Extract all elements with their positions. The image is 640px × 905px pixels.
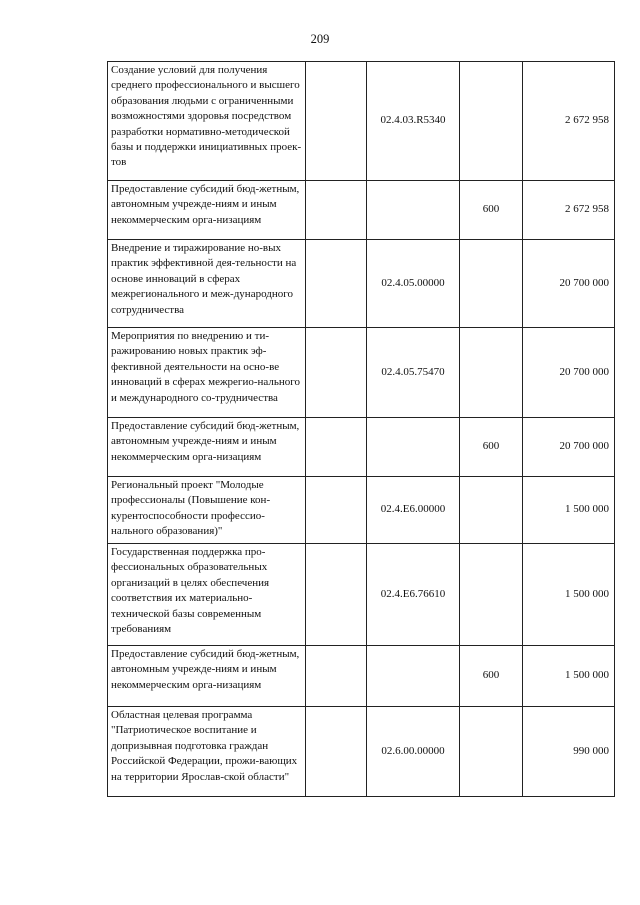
row-name: Создание условий для получения среднего профессионального и высшего образования людьми с ограниченными возможностями здоровья посредством разработки нормативно-методической базы и поддержки инициативных проек-тов xyxy=(108,62,306,181)
row-code xyxy=(367,646,460,707)
row-blank-cell xyxy=(306,328,367,418)
row-name: Региональный проект "Молодые профессионалы (Повышение кон-курентоспособности профессио-нального образования)" xyxy=(108,477,306,544)
row-expense-type: 600 xyxy=(460,646,523,707)
row-expense-type xyxy=(460,544,523,646)
row-blank-cell xyxy=(306,707,367,797)
row-blank-cell xyxy=(306,181,367,240)
table-row xyxy=(108,418,615,477)
row-expense-type xyxy=(460,328,523,418)
row-name: Предоставление субсидий бюд-жетным, автономным учрежде-ниям и иным некоммерческим орга-низациям xyxy=(108,418,306,477)
row-expense-type xyxy=(460,477,523,544)
row-amount: 1 500 000 xyxy=(523,646,615,707)
row-code: 02.4.05.00000 xyxy=(367,240,460,328)
row-amount: 20 700 000 xyxy=(523,328,615,418)
table-row xyxy=(108,240,615,328)
table-row xyxy=(108,646,615,707)
row-blank-cell xyxy=(306,418,367,477)
row-code: 02.6.00.00000 xyxy=(367,707,460,797)
row-name: Мероприятия по внедрению и ти-ражированию новых практик эф-фективной деятельности на осно-ве инноваций в сферах межрегио-нального и международного со-трудничества xyxy=(108,328,306,418)
row-blank-cell xyxy=(306,544,367,646)
row-blank-cell xyxy=(306,240,367,328)
row-name: Государственная поддержка про-фессиональных образовательных организаций в целях обеспечения соответствия их материально-технической базы современным требованиям xyxy=(108,544,306,646)
table-row xyxy=(108,477,615,544)
row-expense-type xyxy=(460,240,523,328)
row-amount: 20 700 000 xyxy=(523,418,615,477)
budget-table xyxy=(107,61,615,797)
row-name: Предоставление субсидий бюд-жетным, автономным учрежде-ниям и иным некоммерческим орга-низациям xyxy=(108,181,306,240)
table-row xyxy=(108,544,615,646)
row-amount: 990 000 xyxy=(523,707,615,797)
table-row xyxy=(108,181,615,240)
row-code: 02.4.E6.00000 xyxy=(367,477,460,544)
row-code xyxy=(367,418,460,477)
row-name: Внедрение и тиражирование но-вых практик эффективной дея-тельности на основе инноваций в сферах межрегионального и меж-дународного сотрудничества xyxy=(108,240,306,328)
row-code xyxy=(367,181,460,240)
row-code: 02.4.E6.76610 xyxy=(367,544,460,646)
row-blank-cell xyxy=(306,646,367,707)
row-expense-type: 600 xyxy=(460,181,523,240)
table-row xyxy=(108,62,615,181)
row-expense-type xyxy=(460,707,523,797)
row-code: 02.4.05.75470 xyxy=(367,328,460,418)
row-amount: 1 500 000 xyxy=(523,544,615,646)
row-amount: 2 672 958 xyxy=(523,181,615,240)
row-name: Областная целевая программа "Патриотическое воспитание и допризывная подготовка граждан Российской Федерации, прожи-вающих на территории Ярослав-ской области" xyxy=(108,707,306,797)
row-blank-cell xyxy=(306,477,367,544)
row-amount: 1 500 000 xyxy=(523,477,615,544)
table-row xyxy=(108,328,615,418)
page-number: 209 xyxy=(310,32,330,46)
table-row xyxy=(108,707,615,797)
row-amount: 2 672 958 xyxy=(523,62,615,181)
row-expense-type: 600 xyxy=(460,418,523,477)
row-name: Предоставление субсидий бюд-жетным, автономным учрежде-ниям и иным некоммерческим орга-низациям xyxy=(108,646,306,707)
row-code: 02.4.03.R5340 xyxy=(367,62,460,181)
row-expense-type xyxy=(460,62,523,181)
row-blank-cell xyxy=(306,62,367,181)
row-amount: 20 700 000 xyxy=(523,240,615,328)
